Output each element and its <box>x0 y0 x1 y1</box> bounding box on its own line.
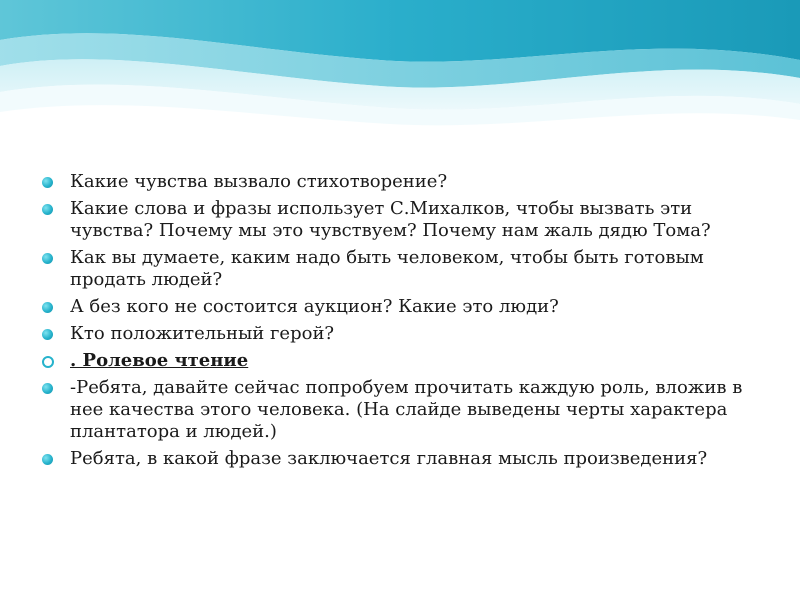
bullet-ring-icon <box>42 356 54 368</box>
bullet-dot-icon <box>42 302 53 313</box>
list-item-text: -Ребята, давайте сейчас попробуем прочитать каждую роль, вложив в нее качества этого человека. (На слайде выведены черты характера плантатора и людей.) <box>70 377 743 442</box>
role-reading-heading: . Ролевое чтение <box>70 350 249 371</box>
list-item <box>42 323 762 345</box>
list-item-text: Как вы думаете, каким надо быть человеком, чтобы быть готовым продать людей? <box>70 247 704 290</box>
list-item-heading <box>42 350 762 372</box>
bullet-dot-icon <box>42 383 53 394</box>
bullet-dot-icon <box>42 253 53 264</box>
bullet-list <box>42 171 762 470</box>
bullet-dot-icon <box>42 204 53 215</box>
header-wave-decoration <box>0 0 800 140</box>
list-item-text: А без кого не состоится аукцион? Какие это люди? <box>70 296 559 317</box>
list-item <box>42 171 762 193</box>
list-item <box>42 296 762 318</box>
list-item-text: Кто положительный герой? <box>70 323 335 344</box>
list-item-text: Ребята, в какой фразе заключается главная мысль произведения? <box>70 448 708 469</box>
bullet-dot-icon <box>42 177 53 188</box>
list-item-text: Какие чувства вызвало стихотворение? <box>70 171 448 192</box>
list-item <box>42 198 762 242</box>
list-item <box>42 377 762 443</box>
bullet-dot-icon <box>42 329 53 340</box>
list-item-text: Какие слова и фразы использует С.Михалков, чтобы вызвать эти чувства? Почему мы это чувствуем? Почему нам жаль дядю Тома? <box>70 198 711 241</box>
bullet-dot-icon <box>42 454 53 465</box>
list-item <box>42 448 762 470</box>
content-area <box>42 171 762 475</box>
list-item <box>42 247 762 291</box>
